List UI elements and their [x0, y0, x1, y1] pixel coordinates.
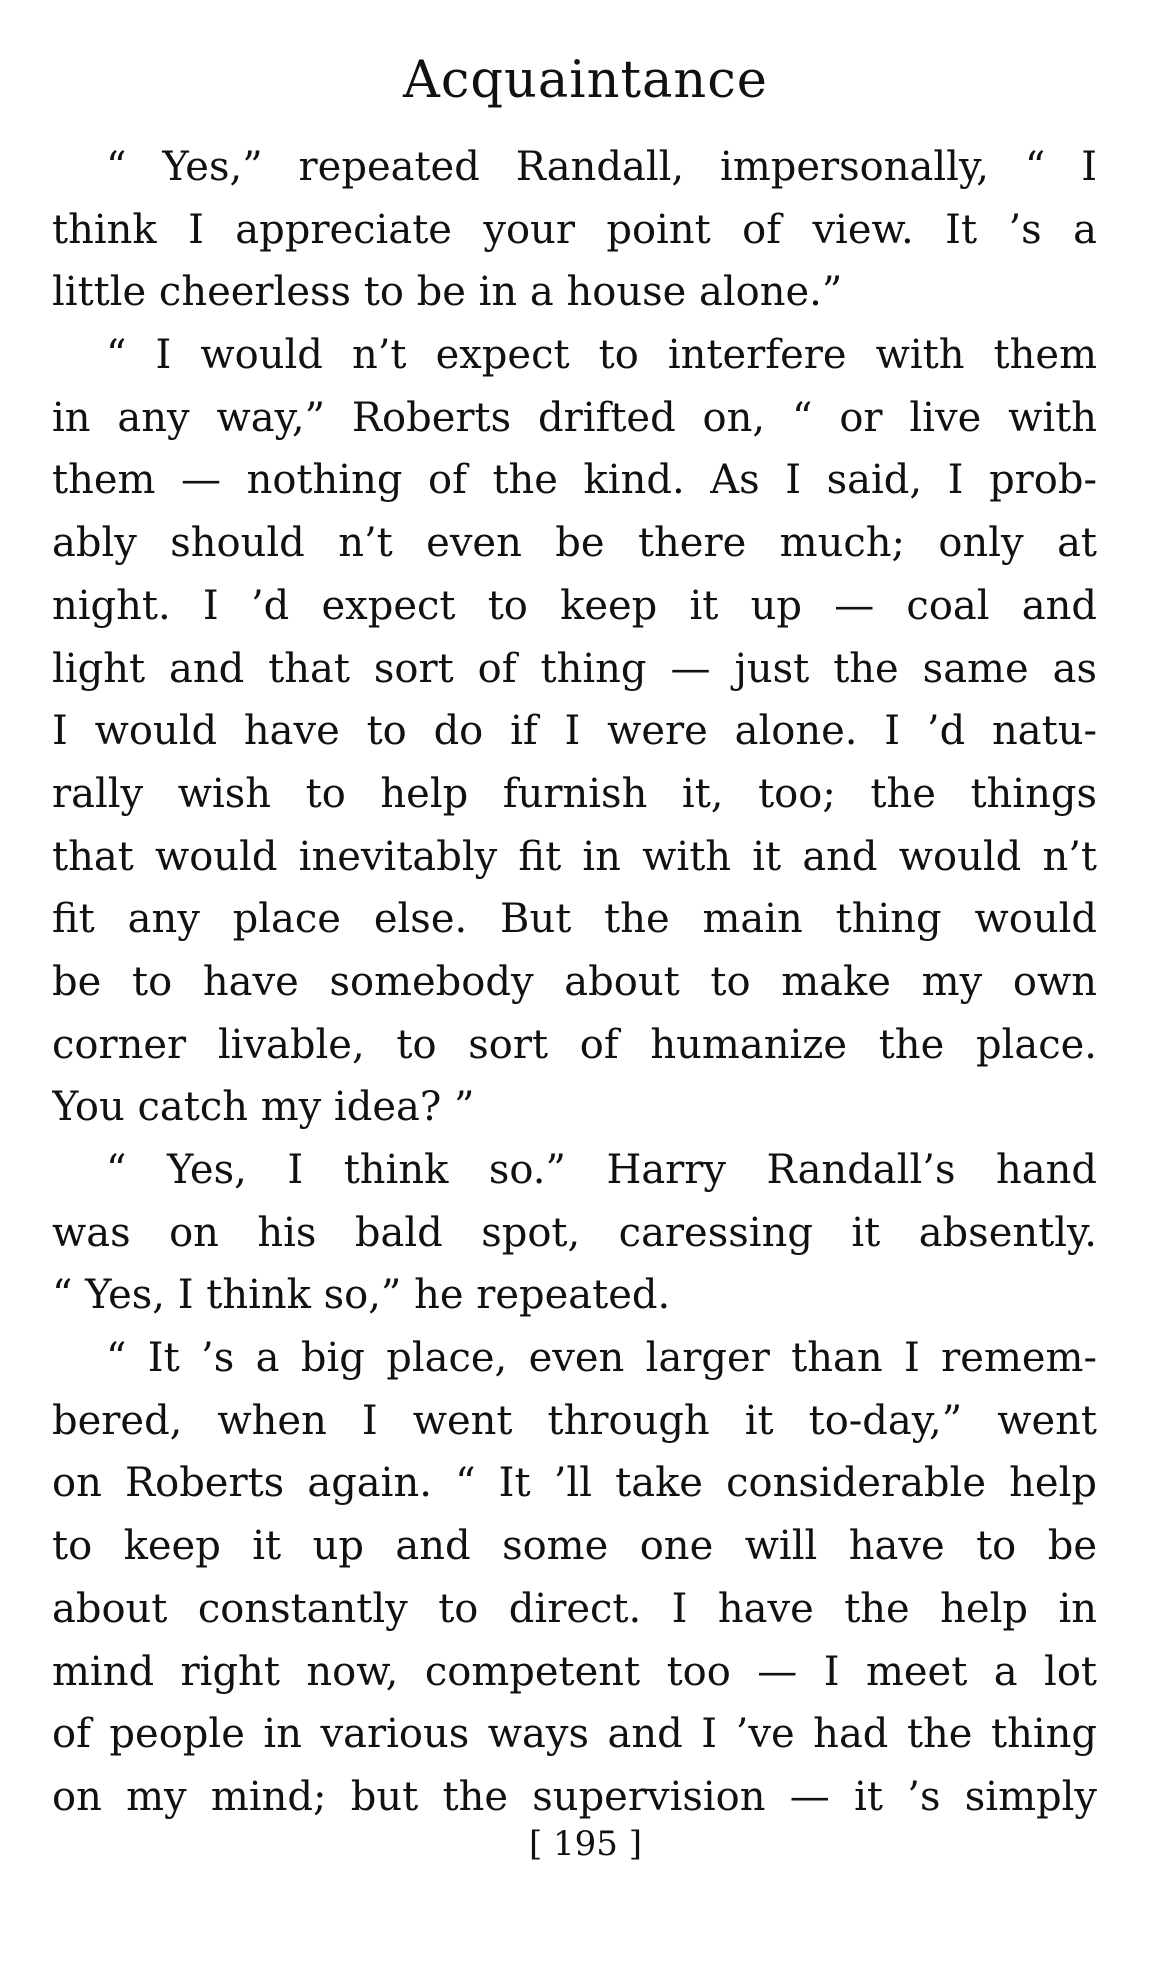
- text-line: “ Yes, I think so.” Harry Randall’s hand: [106, 1147, 1097, 1193]
- text-line: You catch my idea? ”: [52, 1084, 475, 1131]
- text-line: think I appreciate your point of view. It ’s a: [52, 206, 1097, 253]
- text-line: of people in various ways and I ’ve had the thing: [52, 1711, 1097, 1758]
- text-line: about constantly to direct. I have the help in: [52, 1585, 1097, 1632]
- text-line: light and that sort of thing — just the same as: [52, 645, 1097, 692]
- text-line: “ I would n’t expect to interfere with them: [106, 332, 1097, 379]
- text-line: “ It ’s a big place, even larger than I remem-: [106, 1335, 1097, 1382]
- text-line: “ Yes,” repeated Randall, impersonally, “ I: [106, 144, 1097, 190]
- text-line: on Roberts again. “ It ’ll take considerable help: [52, 1460, 1097, 1507]
- text-line: I would have to do if I were alone. I ’d natu-: [52, 708, 1097, 755]
- text-line: was on his bald spot, caressing it absently.: [52, 1209, 1097, 1256]
- text-line: night. I ’d expect to keep it up — coal and: [52, 582, 1097, 629]
- text-line: to keep it up and some one will have to be: [52, 1523, 1097, 1570]
- text-line: be to have somebody about to make my own: [52, 958, 1097, 1005]
- text-line: little cheerless to be in a house alone.”: [52, 269, 843, 316]
- running-head: Acquaintance: [403, 51, 768, 110]
- text-line: that would inevitably fit in with it and would n’t: [52, 833, 1097, 880]
- text-line: corner livable, to sort of humanize the place.: [52, 1021, 1097, 1068]
- text-line: fit any place else. But the main thing would: [52, 896, 1097, 943]
- body-text: [52, 136, 1097, 1829]
- text-line: bered, when I went through it to-day,” went: [52, 1397, 1097, 1444]
- text-line: rally wish to help furnish it, too; the things: [52, 770, 1097, 817]
- text-line: them — nothing of the kind. As I said, I prob-: [52, 457, 1097, 504]
- page-number: [ 195 ]: [528, 1824, 643, 1864]
- text-line: on my mind; but the supervision — it ’s simply: [52, 1773, 1097, 1820]
- text-line: mind right now, competent too — I meet a lot: [52, 1648, 1097, 1695]
- text-line: in any way,” Roberts drifted on, “ or live with: [52, 394, 1097, 441]
- text-line: ably should n’t even be there much; only at: [52, 520, 1097, 567]
- text-line: “ Yes, I think so,” he repeated.: [52, 1272, 671, 1319]
